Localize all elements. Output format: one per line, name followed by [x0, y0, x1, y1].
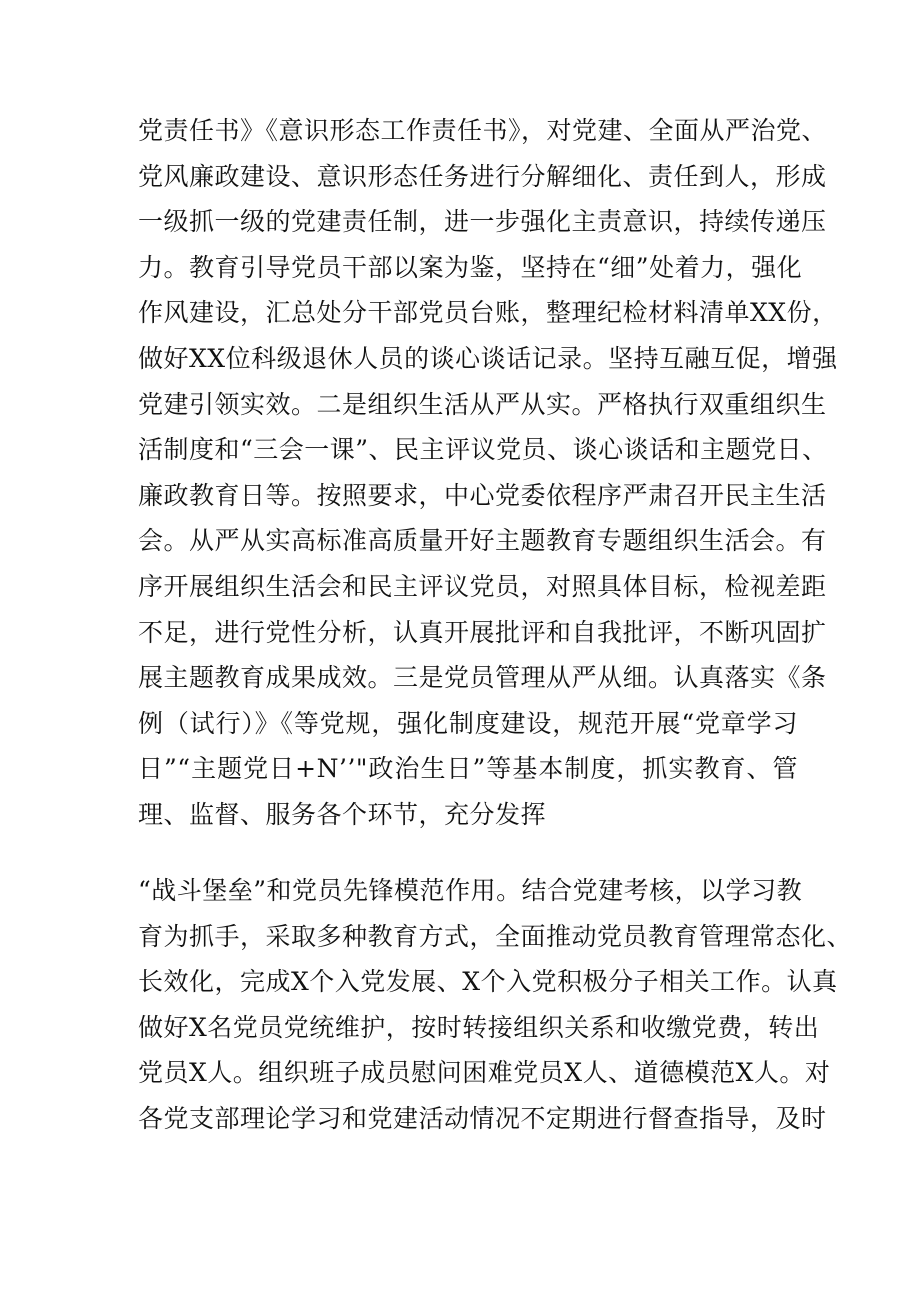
text-line: 各党支部理论学习和党建活动情况不定期进行督查指导，及时: [138, 1103, 827, 1133]
text-line: 廉政教育日等。按照要求，中心党委依程序严肃召开民主生活: [138, 480, 827, 510]
paragraph-1: [138, 108, 838, 838]
text-line: 不足，进行党性分析，认真开展批评和自我批评，不断巩固扩: [138, 617, 827, 647]
text-line: 长效化，完成X个入党发展、X个入党积极分子相关工作。认真: [138, 967, 838, 997]
text-line: 作风建设，汇总处分干部党员台账，整理纪检材料清单XX份，: [138, 298, 838, 328]
text-line: 活制度和“三会一课”、民主评议党员、谈心谈话和主题党日、: [138, 435, 828, 465]
text-line: 党员X人。组织班子成员慰问困难党员X人、道德模范X人。对: [138, 1058, 831, 1088]
text-line: 育为抓手，采取多种教育方式，全面推动党员教育管理常态化、: [138, 921, 853, 951]
text-line: 做好X名党员党统维护，按时转接组织关系和收缴党费，转出: [138, 1012, 820, 1042]
paragraph-2: [138, 868, 853, 1142]
text-line: 做好XX位科级退休人员的谈心谈话记录。坚持互融互促，增强: [138, 343, 838, 373]
text-line: 党责任书》《意识形态工作责任书》，对党建、全面从严治党、: [138, 116, 828, 145]
text-line: “战斗堡垒”和党员先锋模范作用。结合党建考核，以学习教: [138, 876, 803, 905]
text-line: 日”“主题党日+N’’"政治生日”等基本制度，抓实教育、管: [138, 754, 798, 784]
text-line: 会。从严从实高标准高质量开好主题教育专题组织生活会。有: [138, 526, 827, 556]
text-line: 党风廉政建设、意识形态任务进行分解细化、责任到人，形成: [138, 161, 827, 191]
text-line: 党建引领实效。二是组织生活从严从实。严格执行双重组织生: [138, 389, 827, 419]
text-line: 例（试行）》《等党规，强化制度建设，规范开展“党章学习: [138, 708, 798, 738]
text-line: 理、监督、服务各个环节，充分发挥: [138, 799, 547, 829]
text-line: 一级抓一级的党建责任制，进一步强化主责意识，持续传递压: [138, 207, 827, 237]
text-line: 力。教育引导党员干部以案为鉴，坚持在“细”处着力，强化: [138, 252, 803, 282]
text-line: 序开展组织生活会和民主评议党员，对照具体目标，检视差距: [138, 571, 827, 601]
text-line: 展主题教育成果成效。三是党员管理从严从细。认真落实《条: [138, 663, 827, 693]
